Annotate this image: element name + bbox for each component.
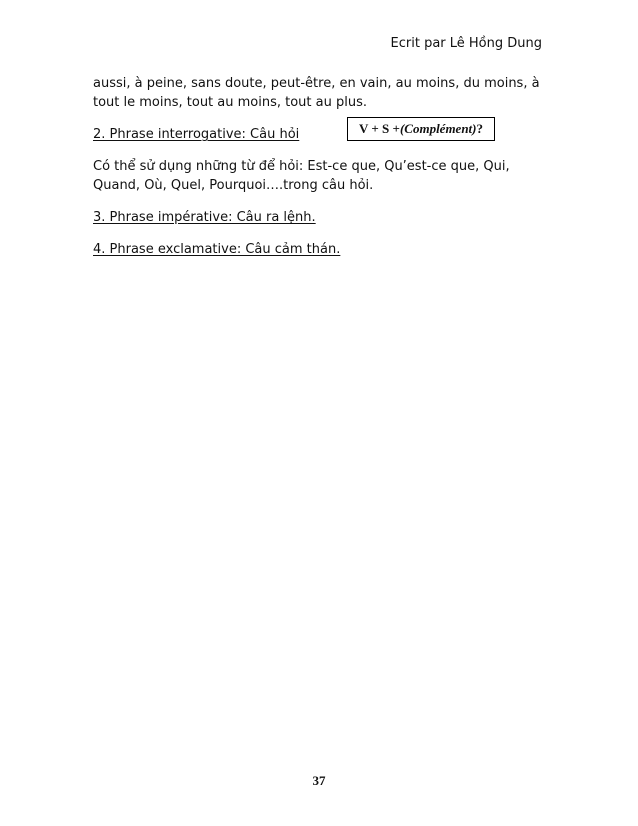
adverbs-line-2: tout le moins, tout au moins, tout au plus. — [93, 95, 367, 110]
formula-main: V + S + — [359, 121, 400, 136]
adverbs-paragraph — [93, 74, 553, 112]
formula-complement: (Complément) — [399, 121, 477, 136]
question-words-line-1: Có thể sử dụng những từ để hỏi: Est-ce que, Qu’est-ce que, Qui, — [93, 159, 510, 174]
formula-end: ? — [476, 121, 483, 136]
page-content — [93, 74, 553, 265]
interrogative-formula-box — [347, 117, 495, 141]
exclamative-paragraph — [93, 240, 553, 259]
exclamative-heading: 4. Phrase exclamative: Câu cảm thán. — [93, 242, 341, 257]
page-number: 37 — [312, 773, 326, 788]
imperative-paragraph — [93, 208, 553, 227]
adverbs-line-1: aussi, à peine, sans doute, peut-être, en vain, au moins, du moins, à — [93, 76, 540, 91]
author-header: Ecrit par Lê Hồng Dung — [390, 36, 542, 51]
imperative-heading: 3. Phrase impérative: Câu ra lệnh. — [93, 210, 316, 225]
question-words-paragraph — [93, 157, 553, 195]
interrogative-heading: 2. Phrase interrogative: Câu hỏi — [93, 127, 300, 142]
question-words-line-2: Quand, Où, Quel, Pourquoi….trong câu hỏi. — [93, 178, 374, 193]
